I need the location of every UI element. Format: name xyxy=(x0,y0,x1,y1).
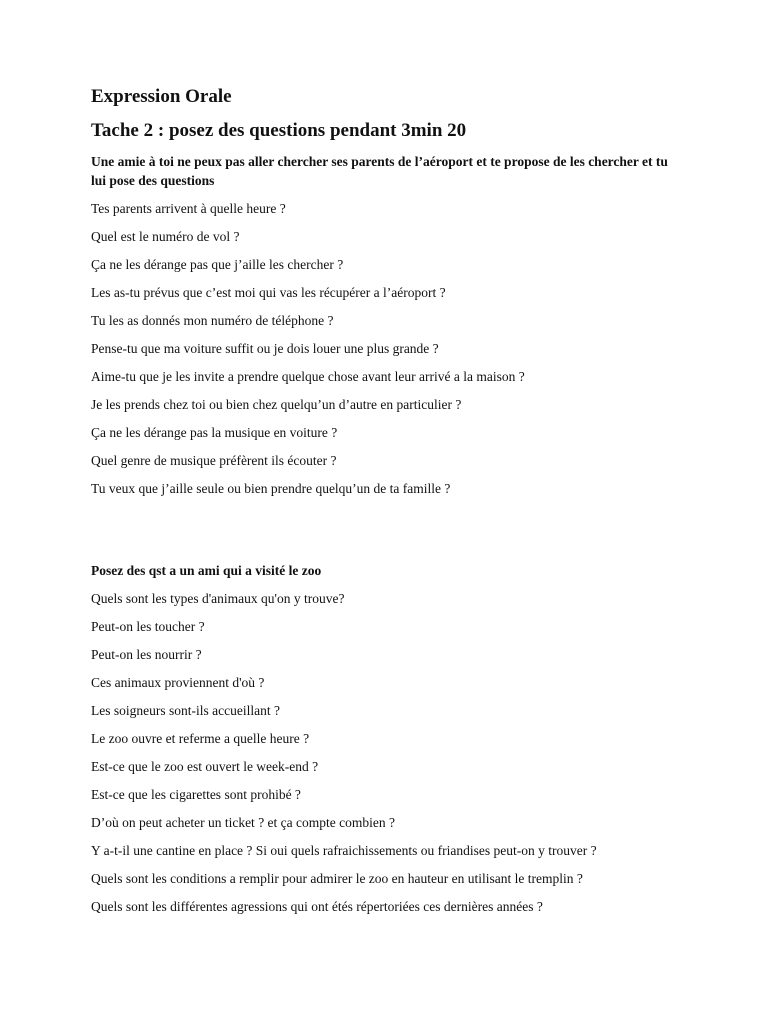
question-item: Le zoo ouvre et referme a quelle heure ? xyxy=(91,731,310,746)
question-item: D’où on peut acheter un ticket ? et ça compte combien ? xyxy=(91,815,395,830)
question-item: Je les prends chez toi ou bien chez quelqu’un d’autre en particulier ? xyxy=(91,397,462,412)
question-item: Quel genre de musique préfèrent ils écouter ? xyxy=(91,453,337,468)
question-item: Les soigneurs sont-ils accueillant ? xyxy=(91,703,280,718)
question-item: Tes parents arrivent à quelle heure ? xyxy=(91,201,286,216)
question-item: Tu veux que j’aille seule ou bien prendre quelqu’un de ta famille ? xyxy=(91,481,451,496)
question-item: Quels sont les conditions a remplir pour admirer le zoo en hauteur en utilisant le tremplin ? xyxy=(91,871,583,886)
question-item: Peut-on les toucher ? xyxy=(91,619,205,634)
section2-question-list xyxy=(91,589,691,925)
question-item: Les as-tu prévus que c’est moi qui vas les récupérer a l’aéroport ? xyxy=(91,285,446,300)
question-item: Est-ce que le zoo est ouvert le week-end ? xyxy=(91,759,319,774)
question-item: Y a-t-il une cantine en place ? Si oui quels rafraichissements ou friandises peut-on y trouver ? xyxy=(91,843,597,858)
question-item: Ces animaux proviennent d'où ? xyxy=(91,675,265,690)
question-item: Ça ne les dérange pas que j’aille les chercher ? xyxy=(91,257,344,272)
question-item: Pense-tu que ma voiture suffit ou je dois louer une plus grande ? xyxy=(91,341,439,356)
question-item: Quels sont les différentes agressions qui ont étés répertoriées ces dernières années ? xyxy=(91,899,543,914)
document-subtitle: Tache 2 : posez des questions pendant 3min 20 xyxy=(91,120,467,141)
section1-question-list xyxy=(91,199,691,507)
question-item: Est-ce que les cigarettes sont prohibé ? xyxy=(91,787,301,802)
section2-prompt: Posez des qst a un ami qui a visité le zoo xyxy=(91,563,322,578)
question-item: Peut-on les nourrir ? xyxy=(91,647,202,662)
question-item: Ça ne les dérange pas la musique en voiture ? xyxy=(91,425,338,440)
question-item: Aime-tu que je les invite a prendre quelque chose avant leur arrivé a la maison ? xyxy=(91,369,525,384)
section1-prompt: Une amie à toi ne peux pas aller chercher ses parents de l’aéroport et te propose de les chercher et tu lui pose des questions xyxy=(91,154,668,188)
question-item: Quel est le numéro de vol ? xyxy=(91,229,240,244)
document-title: Expression Orale xyxy=(91,86,232,107)
question-item: Tu les as donnés mon numéro de téléphone ? xyxy=(91,313,334,328)
question-item: Quels sont les types d'animaux qu'on y trouve? xyxy=(91,591,345,606)
